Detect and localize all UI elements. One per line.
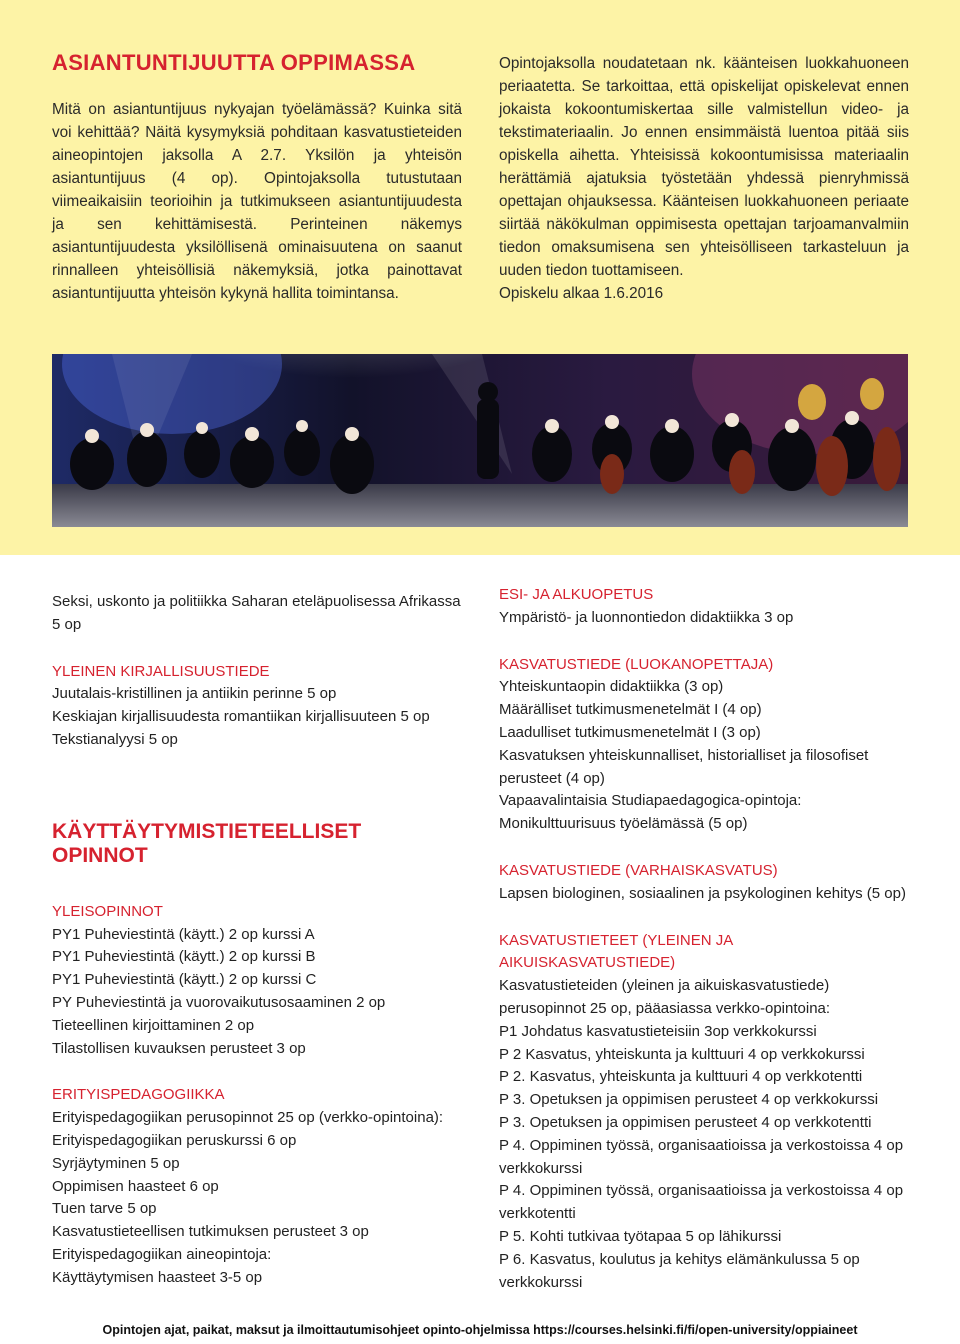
behavioral-heading-line-2: OPINNOT <box>52 843 148 867</box>
list-item: Kasvatustieteiden (yleinen ja aikuiskasvatustiede) perusopinnot 25 op, pääasiassa verkko-opintoina: <box>499 977 831 1017</box>
list-item: Kasvatustieteellisen tutkimuksen perusteet 3 op <box>52 1223 369 1241</box>
section-heading-preschool: ESI- JA ALKUOPETUS <box>499 586 654 603</box>
footer-info-link[interactable]: Opintojen ajat, paikat, maksut ja ilmoittautumisohjeet opinto-ohjelmissa https://courses.helsinki.fi/fi/open-university/oppiaineet <box>102 1323 858 1337</box>
list-item: Vapaavalintaisia Studiapaedagogica-opintoja: Monikulttuurisuus työelämässä (5 op) <box>499 792 802 833</box>
intro-right-column <box>499 52 909 305</box>
list-item: Ympäristö- ja luonnontiedon didaktiikka 3 op <box>499 608 794 626</box>
list-item: P1 Johdatus kasvatustieteisiin 3op verkkokurssi <box>499 1022 817 1040</box>
section-heading-special-education: ERITYISPEDAGOGIIKKA <box>52 1086 225 1104</box>
list-item: Erityispedagogiikan peruskurssi 6 op <box>52 1131 297 1149</box>
list-item: Tuen tarve 5 op <box>52 1200 157 1218</box>
list-item: P 6. Kasvatus, koulutus ja kehitys elämänkulussa 5 op verkkokurssi <box>499 1250 860 1291</box>
list-item: P 2 Kasvatus, yhteiskunta ja kulttuuri 4 op verkkokurssi <box>499 1045 865 1063</box>
list-item: P 3. Opetuksen ja oppimisen perusteet 4 op verkkokurssi <box>499 1091 879 1109</box>
list-item: Keskiajan kirjallisuudesta romantiikan kirjallisuuteen 5 op <box>52 708 430 726</box>
left-course-column <box>52 591 464 1290</box>
section-heading-general-adult-education: KASVATUSTIETEET (YLEINEN JA AIKUISKASVATUSTIEDE) <box>499 931 733 972</box>
list-item: Tieteellinen kirjoittaminen 2 op <box>52 1016 255 1034</box>
list-item: Erityispedagogiikan perusopinnot 25 op (verkko-opintoina): <box>52 1109 444 1127</box>
list-item: Erityispedagogiikan aineopintoja: <box>52 1245 272 1263</box>
list-item: Kasvatuksen yhteiskunnalliset, historialliset ja filosofiset perusteet (4 op) <box>499 746 869 787</box>
right-course-column <box>499 584 911 1294</box>
list-item: PY Puheviestintä ja vuorovaikutusosaaminen 2 op <box>52 993 386 1011</box>
list-item: P 4. Oppiminen työssä, organisaatioissa ja verkostoissa 4 op verkkokurssi <box>499 1136 904 1177</box>
behavioral-heading-line-1: KÄYTTÄYTYMISTIETEELLISET <box>52 819 362 843</box>
list-item: Juutalais-kristillinen ja antiikin perinne 5 op <box>52 685 337 703</box>
behavioral-sciences-heading <box>52 820 464 868</box>
list-item: Laadulliset tutkimusmenetelmät I (3 op) <box>499 723 761 741</box>
list-item: P 2. Kasvatus, yhteiskunta ja kulttuuri 4 op verkkotentti <box>499 1068 863 1086</box>
section-heading-general-studies: YLEISOPINNOT <box>52 902 163 920</box>
section-heading-class-teacher: KASVATUSTIEDE (LUOKANOPETTAJA) <box>499 655 774 673</box>
list-item: Käyttäytymisen haasteet 3-5 op <box>52 1268 263 1286</box>
start-date: Opiskelu alkaa 1.6.2016 <box>499 285 664 302</box>
intro-course: Seksi, uskonto ja politiikka Saharan eteläpuolisessa Afrikassa 5 op <box>52 593 461 633</box>
list-item: Tilastollisen kuvauksen perusteet 3 op <box>52 1039 306 1057</box>
intro-paragraph-left: Mitä on asiantuntijuus nykyajan työelämässä? Kuinka sitä voi kehittää? Näitä kysymyksiä pohditaan kasvatustieteiden aineopintojen jaksolla A 2.7. Yksilön ja yhteisön asiantuntijuus (4 op). Opintojaksolla tutustutaan viimeaikaisiin teorioihin ja tutkimukseen asiantuntijuudesta ja sen kehittämisestä. Perinteinen näkemys asiantuntijuudesta yksilöllisenä ominaisuutena on saanut rinnalleen yhteisöllisiä näkemyksiä, jotka painottavat asiantuntijuutta yhteisön kykynä hallita toimintansa. <box>52 101 462 302</box>
list-item: Yhteiskuntaopin didaktiikka (3 op) <box>499 678 724 696</box>
list-item: Oppimisen haasteet 6 op <box>52 1177 219 1195</box>
list-item: P 3. Opetuksen ja oppimisen perusteet 4 op verkkotentti <box>499 1113 872 1131</box>
list-item: P 5. Kohti tutkivaa työtapaa 5 op lähikurssi <box>499 1227 782 1245</box>
list-item: PY1 Puheviestintä (käytt.) 2 op kurssi B <box>52 948 316 966</box>
list-item: P 4. Oppiminen työssä, organisaatioissa ja verkostoissa 4 op verkkotentti <box>499 1182 904 1223</box>
list-item: Tekstianalyysi 5 op <box>52 730 178 748</box>
section-heading-early-childhood: KASVATUSTIEDE (VARHAISKASVATUS) <box>499 861 778 879</box>
list-item: Lapsen biologinen, sosiaalinen ja psykologinen kehitys (5 op) <box>499 884 906 902</box>
list-item: PY1 Puheviestintä (käytt.) 2 op kurssi A <box>52 925 315 943</box>
orchestra-illustration <box>52 354 908 527</box>
list-item: Määrälliset tutkimusmenetelmät I (4 op) <box>499 701 762 719</box>
intro-paragraph-right: Opintojaksolla noudatetaan nk. käänteisen luokkahuoneen periaatetta. Se tarkoittaa, että opiskelijat opiskelevat ennen jokaista kokoontumiskertaa sille valmistellun video- ja tekstimateriaalin. Jo ennen ensimmäistä luentoa pitää siis opiskella aihetta. Yhteisissä kokoontumisissa materiaalin herättämiä ajatuksia työstetään yhdessä pienryhmissä opettajan ohjauksessa. Käänteisen luokkahuoneen periaate siirtää näkökulman oppimisesta opettajan tarjoamanvalmiin tiedon omaksumisena sen yhteisölliseen tarkasteluun ja uuden tiedon tuottamiseen. <box>499 55 909 279</box>
orchestra-photo <box>52 354 908 527</box>
list-item: PY1 Puheviestintä (käytt.) 2 op kurssi C <box>52 971 317 989</box>
section-heading-literature: YLEINEN KIRJALLISUUSTIEDE <box>52 662 270 680</box>
page-title: ASIANTUNTIJUUTTA OPPIMASSA <box>52 50 416 75</box>
list-item: Syrjäytyminen 5 op <box>52 1154 180 1172</box>
